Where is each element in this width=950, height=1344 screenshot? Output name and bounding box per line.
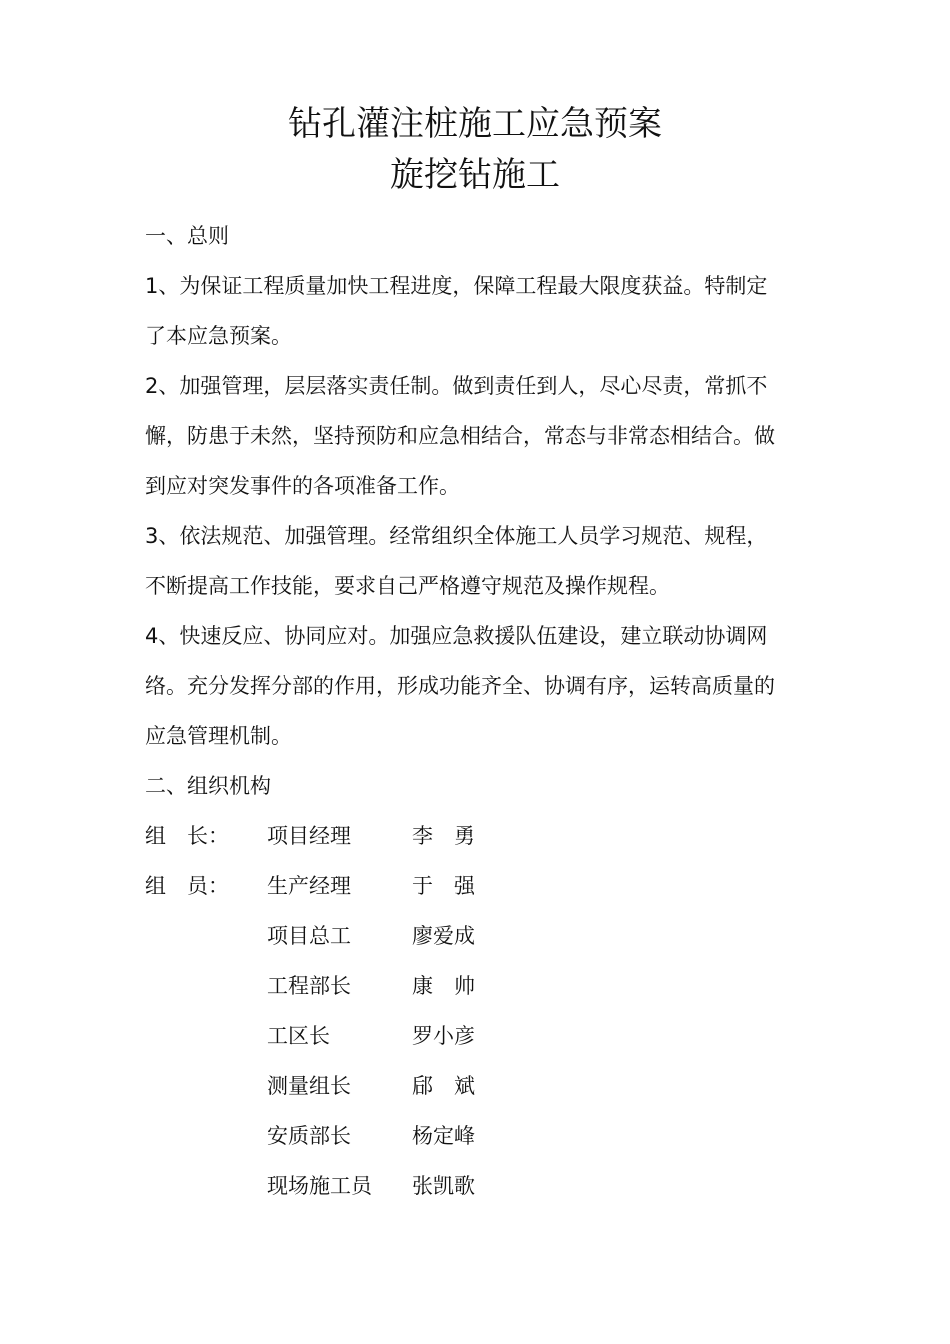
- org-person-name: 郈 斌: [412, 1074, 475, 1098]
- section-heading-organization: [145, 761, 810, 811]
- org-person-name: 张凯歌: [412, 1174, 475, 1198]
- paragraph-line: 到应对突发事件的各项准备工作。: [145, 474, 460, 498]
- org-position: 工区长: [267, 1024, 330, 1048]
- org-position: 生产经理: [267, 874, 351, 898]
- paragraph-line: 2、加强管理，层层落实责任制。做到责任到人，尽心尽责，常抓不: [145, 374, 768, 398]
- org-row: [145, 911, 645, 961]
- org-row: [145, 961, 645, 1011]
- org-person-name: 于 强: [412, 874, 475, 898]
- org-role-label: 组 员：: [145, 874, 229, 898]
- paragraph-2: [145, 361, 810, 511]
- section-heading-text: 二、组织机构: [145, 774, 271, 798]
- paragraph-line: 了本应急预案。: [145, 324, 292, 348]
- org-row: [145, 1061, 645, 1111]
- document-subtitle: 旋挖钻施工: [390, 155, 560, 195]
- paragraph-line: 络。充分发挥分部的作用，形成功能齐全、协调有序，运转高质量的: [145, 674, 775, 698]
- paragraph-line: 4、快速反应、协同应对。加强应急救援队伍建设，建立联动协调网: [145, 624, 768, 648]
- section-heading-text: 一、总则: [145, 224, 229, 248]
- paragraph-line: 不断提高工作技能，要求自己严格遵守规范及操作规程。: [145, 574, 670, 598]
- org-role-label: 组 长：: [145, 824, 229, 848]
- org-row: [145, 861, 645, 911]
- paragraph-line: 1、为保证工程质量加快工程进度，保障工程最大限度获益。特制定: [145, 274, 768, 298]
- org-position: 工程部长: [267, 974, 351, 998]
- org-person-name: 李 勇: [412, 824, 475, 848]
- org-row: [145, 811, 645, 861]
- org-position: 测量组长: [267, 1074, 351, 1098]
- document-title: 钻孔灌注桩施工应急预案: [288, 104, 662, 144]
- org-position: 现场施工员: [267, 1174, 372, 1198]
- org-person-name: 杨定峰: [412, 1124, 475, 1148]
- org-row: [145, 1011, 645, 1061]
- org-position: 项目经理: [267, 824, 351, 848]
- org-person-name: 廖爱成: [412, 924, 475, 948]
- paragraph-4: [145, 611, 810, 761]
- paragraph-line: 3、依法规范、加强管理。经常组织全体施工人员学习规范、规程，: [145, 524, 768, 548]
- section-heading-general: [145, 211, 810, 261]
- org-position: 项目总工: [267, 924, 351, 948]
- org-row: [145, 1111, 645, 1161]
- org-person-name: 康 帅: [412, 974, 475, 998]
- org-person-name: 罗小彦: [412, 1024, 475, 1048]
- paragraph-1: [145, 261, 810, 361]
- paragraph-line: 懈，防患于未然，坚持预防和应急相结合，常态与非常态相结合。做: [145, 424, 775, 448]
- paragraph-line: 应急管理机制。: [145, 724, 292, 748]
- org-position: 安质部长: [267, 1124, 351, 1148]
- org-row: [145, 1161, 645, 1211]
- paragraph-3: [145, 511, 810, 611]
